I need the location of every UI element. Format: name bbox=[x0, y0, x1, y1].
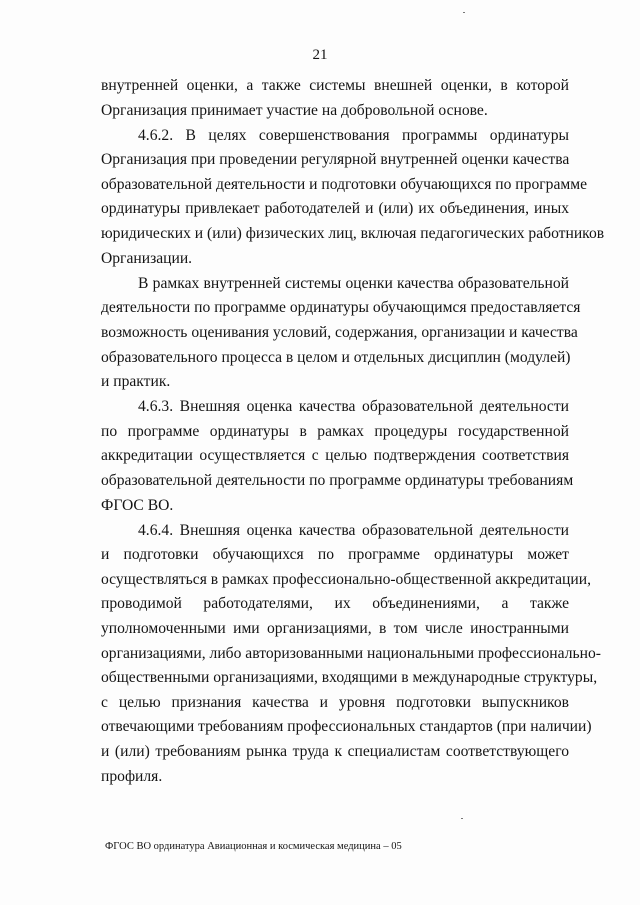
text-line: юридических и (или) физических лиц, включая педагогических работников bbox=[101, 225, 605, 243]
text-line: с целью признания качества и уровня подготовки выпускников bbox=[101, 693, 569, 711]
text-line: ординатуры привлекает работодателей и (или) их объединения, иных bbox=[101, 200, 569, 218]
text-line: внутренней оценки, а также системы внешней оценки, в которой bbox=[101, 77, 569, 94]
text-line: и (или) требованиям рынка труда к специалистам соответствующего bbox=[101, 743, 569, 761]
text-line: 4.6.3. Внешняя оценка качества образовательной деятельности bbox=[138, 398, 569, 416]
paragraph bbox=[101, 74, 569, 123]
text-line: аккредитации осуществляется с целью подтверждения соответствия bbox=[101, 447, 569, 465]
text-line: организациями, либо авторизованными национальными профессионально- bbox=[101, 644, 601, 662]
text-line: Организация принимает участие на добровольной основе. bbox=[101, 101, 488, 119]
text-line: 4.6.4. Внешняя оценка качества образовательной деятельности bbox=[138, 521, 569, 539]
text-line: общественными организациями, входящими в международные структуры, bbox=[101, 669, 598, 687]
text-line: образовательной деятельности по программе ординатуры требованиям bbox=[101, 472, 574, 489]
text-line: ФГОС ВО. bbox=[101, 496, 174, 514]
document-footer: ФГОС ВО ординатура Авиационная и космическая медицина – 05 bbox=[105, 841, 402, 852]
text-line: отвечающими требованиям профессиональных стандартов (при наличии) bbox=[101, 718, 592, 736]
scan-speck bbox=[463, 12, 465, 13]
text-line: Организации. bbox=[101, 249, 193, 267]
text-line: образовательной деятельности и подготовки обучающихся по программе bbox=[101, 175, 588, 193]
paragraph bbox=[101, 124, 605, 272]
text-line: и практик. bbox=[101, 373, 171, 391]
text-line: деятельности по программе ординатуры обучающимся предоставляется bbox=[101, 299, 581, 317]
text-line: профиля. bbox=[101, 767, 163, 785]
paragraph bbox=[101, 272, 581, 395]
text-line: и подготовки обучающихся по программе ординатуры может bbox=[101, 546, 569, 564]
text-line: по программе ординатуры в рамках процедуры государственной bbox=[101, 422, 569, 440]
paragraph bbox=[101, 519, 601, 790]
text-line: осуществляться в рамках профессионально-общественной аккредитации, bbox=[101, 570, 591, 588]
text-line: В рамках внутренней системы оценки качества образовательной bbox=[138, 274, 569, 292]
text-line: образовательного процесса в целом и отдельных дисциплин (модулей) bbox=[101, 348, 571, 366]
scan-speck bbox=[461, 818, 463, 819]
text-line: 4.6.2. В целях совершенствования программы ординатуры bbox=[138, 126, 569, 144]
text-line: Организация при проведении регулярной внутренней оценки качества bbox=[101, 151, 570, 169]
document-body bbox=[101, 74, 605, 789]
text-line: возможность оценивания условий, содержания, организации и качества bbox=[101, 323, 578, 341]
page-number: 21 bbox=[312, 47, 328, 63]
paragraph bbox=[101, 395, 574, 518]
text-line: уполномоченными ими организациями, в том числе иностранными bbox=[101, 620, 569, 638]
text-line: проводимой работодателями, их объединениями, а также bbox=[101, 595, 569, 613]
